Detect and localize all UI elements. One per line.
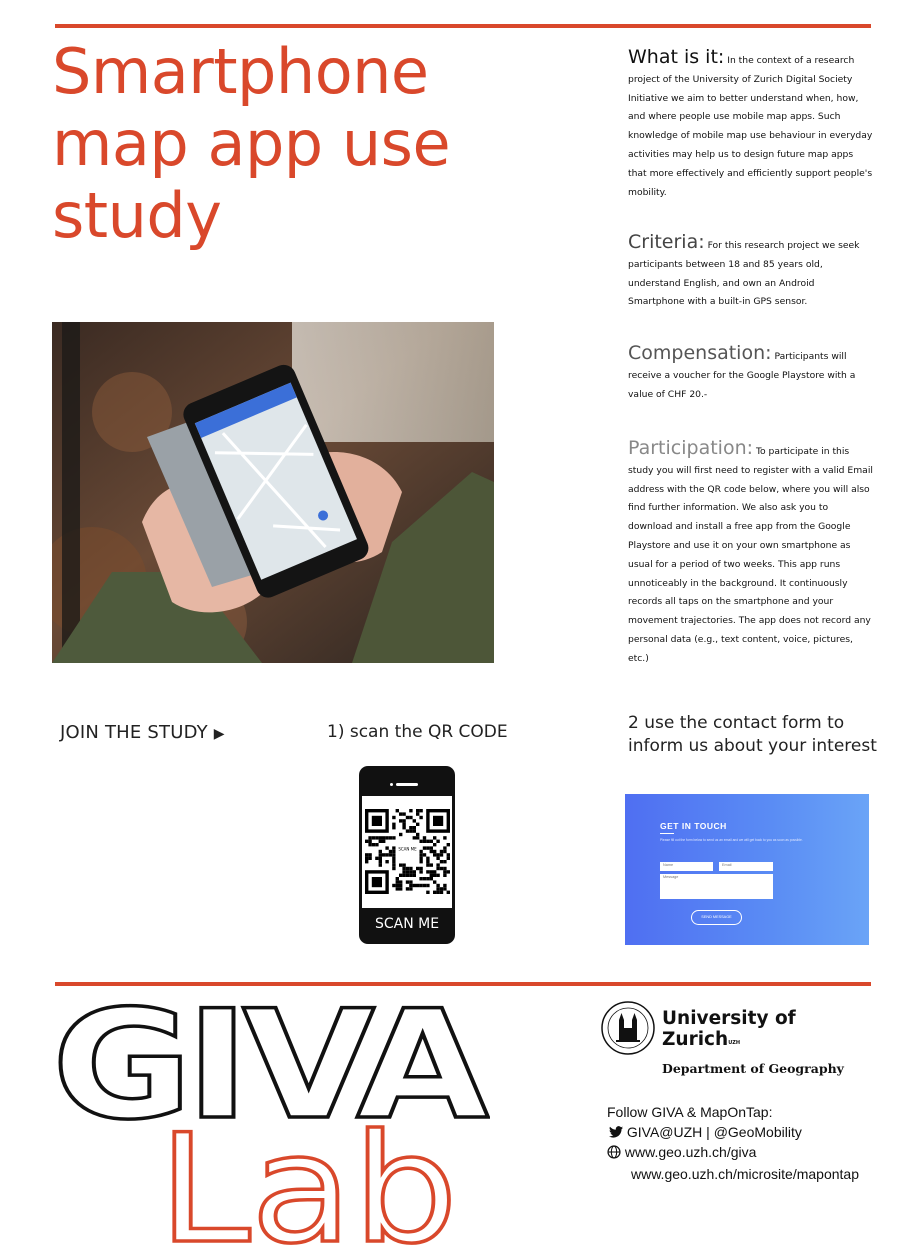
qr-module	[416, 833, 419, 836]
qr-module	[426, 863, 429, 866]
qr-module	[392, 884, 395, 887]
title-line-3: study	[52, 179, 222, 252]
qr-code-graphic	[362, 796, 452, 908]
qr-module	[423, 846, 426, 849]
qr-module	[368, 843, 371, 846]
follow-label: Follow GIVA & MapOnTap:	[607, 1104, 773, 1120]
qr-module	[409, 874, 412, 877]
department-name: Department of Geography	[662, 1061, 844, 1076]
form-subtitle: Please fill out the form below to send us an email and we will get back to you as soon as possible.	[660, 838, 803, 842]
qr-module	[416, 809, 419, 812]
qr-module	[368, 840, 371, 843]
qr-module	[372, 836, 375, 839]
qr-module	[392, 816, 395, 819]
qr-module	[433, 836, 436, 839]
qr-module	[375, 857, 378, 860]
qr-module	[409, 880, 412, 883]
qr-module	[447, 857, 450, 860]
send-message-button[interactable]: SEND MESSAGE	[691, 910, 742, 925]
qr-module	[436, 887, 439, 890]
qr-module	[430, 840, 433, 843]
qr-module	[392, 846, 395, 849]
join-the-study-label	[60, 722, 225, 743]
participation-section	[628, 439, 873, 669]
qr-module	[392, 836, 395, 839]
page-title	[52, 36, 572, 252]
qr-module	[392, 850, 395, 853]
qr-module	[419, 840, 422, 843]
qr-module	[396, 880, 399, 883]
qr-module	[402, 823, 405, 826]
qr-module	[443, 836, 446, 839]
qr-module	[443, 846, 446, 849]
qr-module	[430, 863, 433, 866]
qr-module	[409, 826, 412, 829]
title-line-1: Smartphone	[52, 35, 429, 108]
qr-module	[396, 877, 399, 880]
qr-module	[399, 833, 402, 836]
participation-body: To participate in this study you will first need to register with a valid Email address with the QR code below, where you will also find further information. We also ask you to download and install a free app from the Google Playstore and use it on your own smartphone as usual for a period of two weeks. This app runs unnoticeably in the background. It continuously records all taps on the smartphone and your movement trajectories. The app does not record any personal data (e.g., text content, voice, pictures, etc.)	[628, 446, 873, 664]
qr-module	[426, 884, 429, 887]
qr-module	[413, 884, 416, 887]
twitter-line[interactable]	[609, 1124, 802, 1140]
qr-module	[385, 860, 388, 863]
giva-lab-logo	[50, 985, 490, 1247]
qr-module	[399, 884, 402, 887]
message-placeholder: Message	[663, 875, 679, 879]
qr-module	[392, 826, 395, 829]
qr-module	[423, 884, 426, 887]
qr-module	[430, 877, 433, 880]
qr-module	[396, 884, 399, 887]
qr-module	[436, 863, 439, 866]
qr-module	[368, 836, 371, 839]
qr-module	[447, 843, 450, 846]
qr-module	[389, 850, 392, 853]
qr-module	[426, 840, 429, 843]
uzh-seal-icon	[600, 1000, 656, 1056]
play-arrow-icon: ▶	[213, 726, 225, 742]
qr-module	[392, 823, 395, 826]
qr-module	[409, 870, 412, 873]
camera-dot	[390, 783, 393, 786]
qr-module	[402, 863, 405, 866]
qr-module	[409, 884, 412, 887]
qr-module	[419, 870, 422, 873]
qr-module	[443, 884, 446, 887]
compensation-body: Participants will receive a voucher for the Google Playstore with a value of CHF 20.-	[628, 351, 856, 400]
qr-module	[385, 853, 388, 856]
qr-module	[423, 836, 426, 839]
qr-module	[426, 846, 429, 849]
university-line-2	[662, 1029, 796, 1050]
qr-module	[399, 819, 402, 822]
qr-module	[396, 887, 399, 890]
qr-module	[379, 850, 382, 853]
qr-module	[416, 867, 419, 870]
qr-module	[430, 850, 433, 853]
qr-module	[389, 853, 392, 856]
form-title: GET IN TOUCH	[660, 821, 727, 831]
qr-module	[419, 809, 422, 812]
qr-module	[379, 836, 382, 839]
qr-module	[423, 840, 426, 843]
qr-module	[406, 870, 409, 873]
phone-in-hands-illustration	[52, 322, 494, 663]
qr-module	[419, 877, 422, 880]
qr-module	[443, 870, 446, 873]
qr-module	[365, 853, 368, 856]
qr-module	[440, 887, 443, 890]
qr-module	[419, 853, 422, 856]
qr-module	[409, 829, 412, 832]
university-zurich: Zurich	[662, 1029, 729, 1050]
qr-module	[409, 809, 412, 812]
qr-module	[402, 826, 405, 829]
email-field[interactable]	[719, 862, 773, 871]
qr-module	[436, 884, 439, 887]
qr-module	[447, 891, 450, 894]
qr-module	[433, 891, 436, 894]
what-is-it-heading: What is it:	[628, 46, 725, 68]
contact-form[interactable]	[625, 794, 869, 945]
contact-form-step: 2 use the contact form to inform us about your interest	[628, 713, 877, 756]
qr-module	[436, 867, 439, 870]
twitter-handles: GIVA@UZH | @GeoMobility	[626, 1124, 802, 1140]
qr-module	[440, 867, 443, 870]
qr-module	[406, 887, 409, 890]
qr-module	[426, 860, 429, 863]
qr-module	[430, 846, 433, 849]
qr-module	[406, 880, 409, 883]
qr-module	[426, 870, 429, 873]
qr-module	[399, 880, 402, 883]
qr-module	[402, 870, 405, 873]
qr-module	[443, 887, 446, 890]
qr-module	[447, 853, 450, 856]
qr-module	[443, 867, 446, 870]
qr-module	[416, 884, 419, 887]
qr-module	[436, 853, 439, 856]
qr-module	[392, 853, 395, 856]
qr-module	[382, 840, 385, 843]
qr-module	[423, 877, 426, 880]
qr-module	[416, 823, 419, 826]
qr-module	[372, 843, 375, 846]
qr-module	[447, 870, 450, 873]
participation-heading: Participation:	[628, 437, 754, 459]
qr-module	[402, 812, 405, 815]
qr-module	[430, 870, 433, 873]
qr-module	[375, 843, 378, 846]
qr-module	[430, 874, 433, 877]
qr-module	[419, 850, 422, 853]
qr-module	[426, 857, 429, 860]
criteria-section	[628, 233, 873, 312]
qr-module	[382, 853, 385, 856]
qr-module	[413, 836, 416, 839]
scan-me-label: SCAN ME	[374, 916, 440, 932]
criteria-body: For this research project we seek participants between 18 and 85 years old, understand English, and own an Android Smartphone with a built-in GPS sensor.	[628, 240, 860, 308]
university-line-1: University of	[662, 1008, 796, 1029]
qr-module	[402, 819, 405, 822]
qr-module	[433, 843, 436, 846]
qr-module	[365, 860, 368, 863]
qr-module	[419, 884, 422, 887]
qr-module	[413, 874, 416, 877]
qr-module	[413, 819, 416, 822]
speaker-slot	[396, 783, 418, 786]
giva-logo-text: GIVA	[52, 985, 489, 1153]
qr-module	[406, 867, 409, 870]
criteria-heading: Criteria:	[628, 231, 705, 253]
qr-module	[416, 836, 419, 839]
qr-module	[440, 860, 443, 863]
qr-module	[440, 850, 443, 853]
globe-icon	[607, 1145, 621, 1159]
qr-module	[399, 887, 402, 890]
compensation-section	[628, 344, 873, 404]
qr-module	[409, 887, 412, 890]
qr-module	[368, 857, 371, 860]
what-is-it-section	[628, 48, 873, 202]
qr-module	[409, 816, 412, 819]
hero-photo	[52, 322, 494, 663]
qr-module	[365, 840, 368, 843]
qr-module	[443, 850, 446, 853]
qr-module	[399, 874, 402, 877]
qr-module	[406, 829, 409, 832]
qr-module	[379, 853, 382, 856]
message-field[interactable]	[660, 874, 773, 899]
qr-code[interactable]	[362, 796, 452, 908]
web-link-giva[interactable]	[607, 1144, 756, 1160]
qr-module	[413, 870, 416, 873]
qr-module	[436, 874, 439, 877]
qr-module	[419, 860, 422, 863]
qr-module	[413, 826, 416, 829]
qr-module	[365, 857, 368, 860]
qr-module	[419, 867, 422, 870]
qr-module	[419, 816, 422, 819]
title-line-2: map app use	[52, 107, 451, 180]
qr-module	[385, 846, 388, 849]
qr-module	[402, 867, 405, 870]
qr-module	[392, 857, 395, 860]
qr-module	[396, 809, 399, 812]
qr-center-text: SCAN ME	[398, 846, 417, 852]
giva-url: www.geo.uzh.ch/giva	[624, 1144, 757, 1160]
qr-module	[385, 836, 388, 839]
twitter-bird-icon	[609, 1126, 623, 1138]
qr-module	[368, 853, 371, 856]
qr-center-badge	[396, 840, 420, 864]
qr-module	[406, 874, 409, 877]
qr-module	[433, 853, 436, 856]
uzh-superscript: UZH	[728, 1040, 741, 1046]
name-placeholder: Name	[663, 863, 674, 867]
qr-module	[413, 829, 416, 832]
qr-module	[409, 867, 412, 870]
qr-module	[433, 870, 436, 873]
qr-module	[379, 857, 382, 860]
qr-module	[379, 860, 382, 863]
university-name	[662, 1008, 796, 1050]
what-is-it-body: In the context of a research project of the University of Zurich Digital Society Initiative we aim to better understand when, how, and where people use mobile map apps. Such knowledge of mobile map use behaviour in everyday activities may help us to design future map apps that more effectively and efficiently support people's mobility.	[628, 55, 873, 198]
qr-module	[406, 816, 409, 819]
qr-module	[426, 877, 429, 880]
qr-module	[436, 891, 439, 894]
qr-module	[433, 874, 436, 877]
qr-module	[379, 840, 382, 843]
qr-module	[436, 857, 439, 860]
qr-module	[389, 836, 392, 839]
qr-module	[402, 874, 405, 877]
top-rule	[55, 24, 871, 28]
qr-module	[443, 874, 446, 877]
join-text: JOIN THE STUDY	[60, 722, 208, 743]
qr-module	[382, 836, 385, 839]
qr-module	[375, 836, 378, 839]
qr-module	[392, 867, 395, 870]
qr-module	[392, 860, 395, 863]
qr-module	[399, 812, 402, 815]
qr-module	[399, 863, 402, 866]
qr-module	[440, 891, 443, 894]
qr-module	[416, 812, 419, 815]
form-title-underline	[660, 833, 674, 834]
qr-module	[392, 863, 395, 866]
qr-module	[436, 840, 439, 843]
email-placeholder: Email	[722, 863, 732, 867]
qr-module	[443, 860, 446, 863]
qr-code-phone[interactable]	[359, 766, 455, 944]
lab-logo-text: Lab	[158, 1103, 458, 1247]
qr-module	[419, 857, 422, 860]
compensation-heading: Compensation:	[628, 342, 772, 364]
qr-module	[433, 850, 436, 853]
scan-qr-step: 1) scan the QR CODE	[327, 722, 508, 742]
web-link-mapontap[interactable]: www.geo.uzh.ch/microsite/mapontap	[631, 1166, 859, 1182]
qr-module	[440, 853, 443, 856]
qr-module	[423, 853, 426, 856]
qr-module	[379, 863, 382, 866]
name-field[interactable]	[660, 862, 713, 871]
qr-module	[426, 891, 429, 894]
qr-module	[433, 880, 436, 883]
